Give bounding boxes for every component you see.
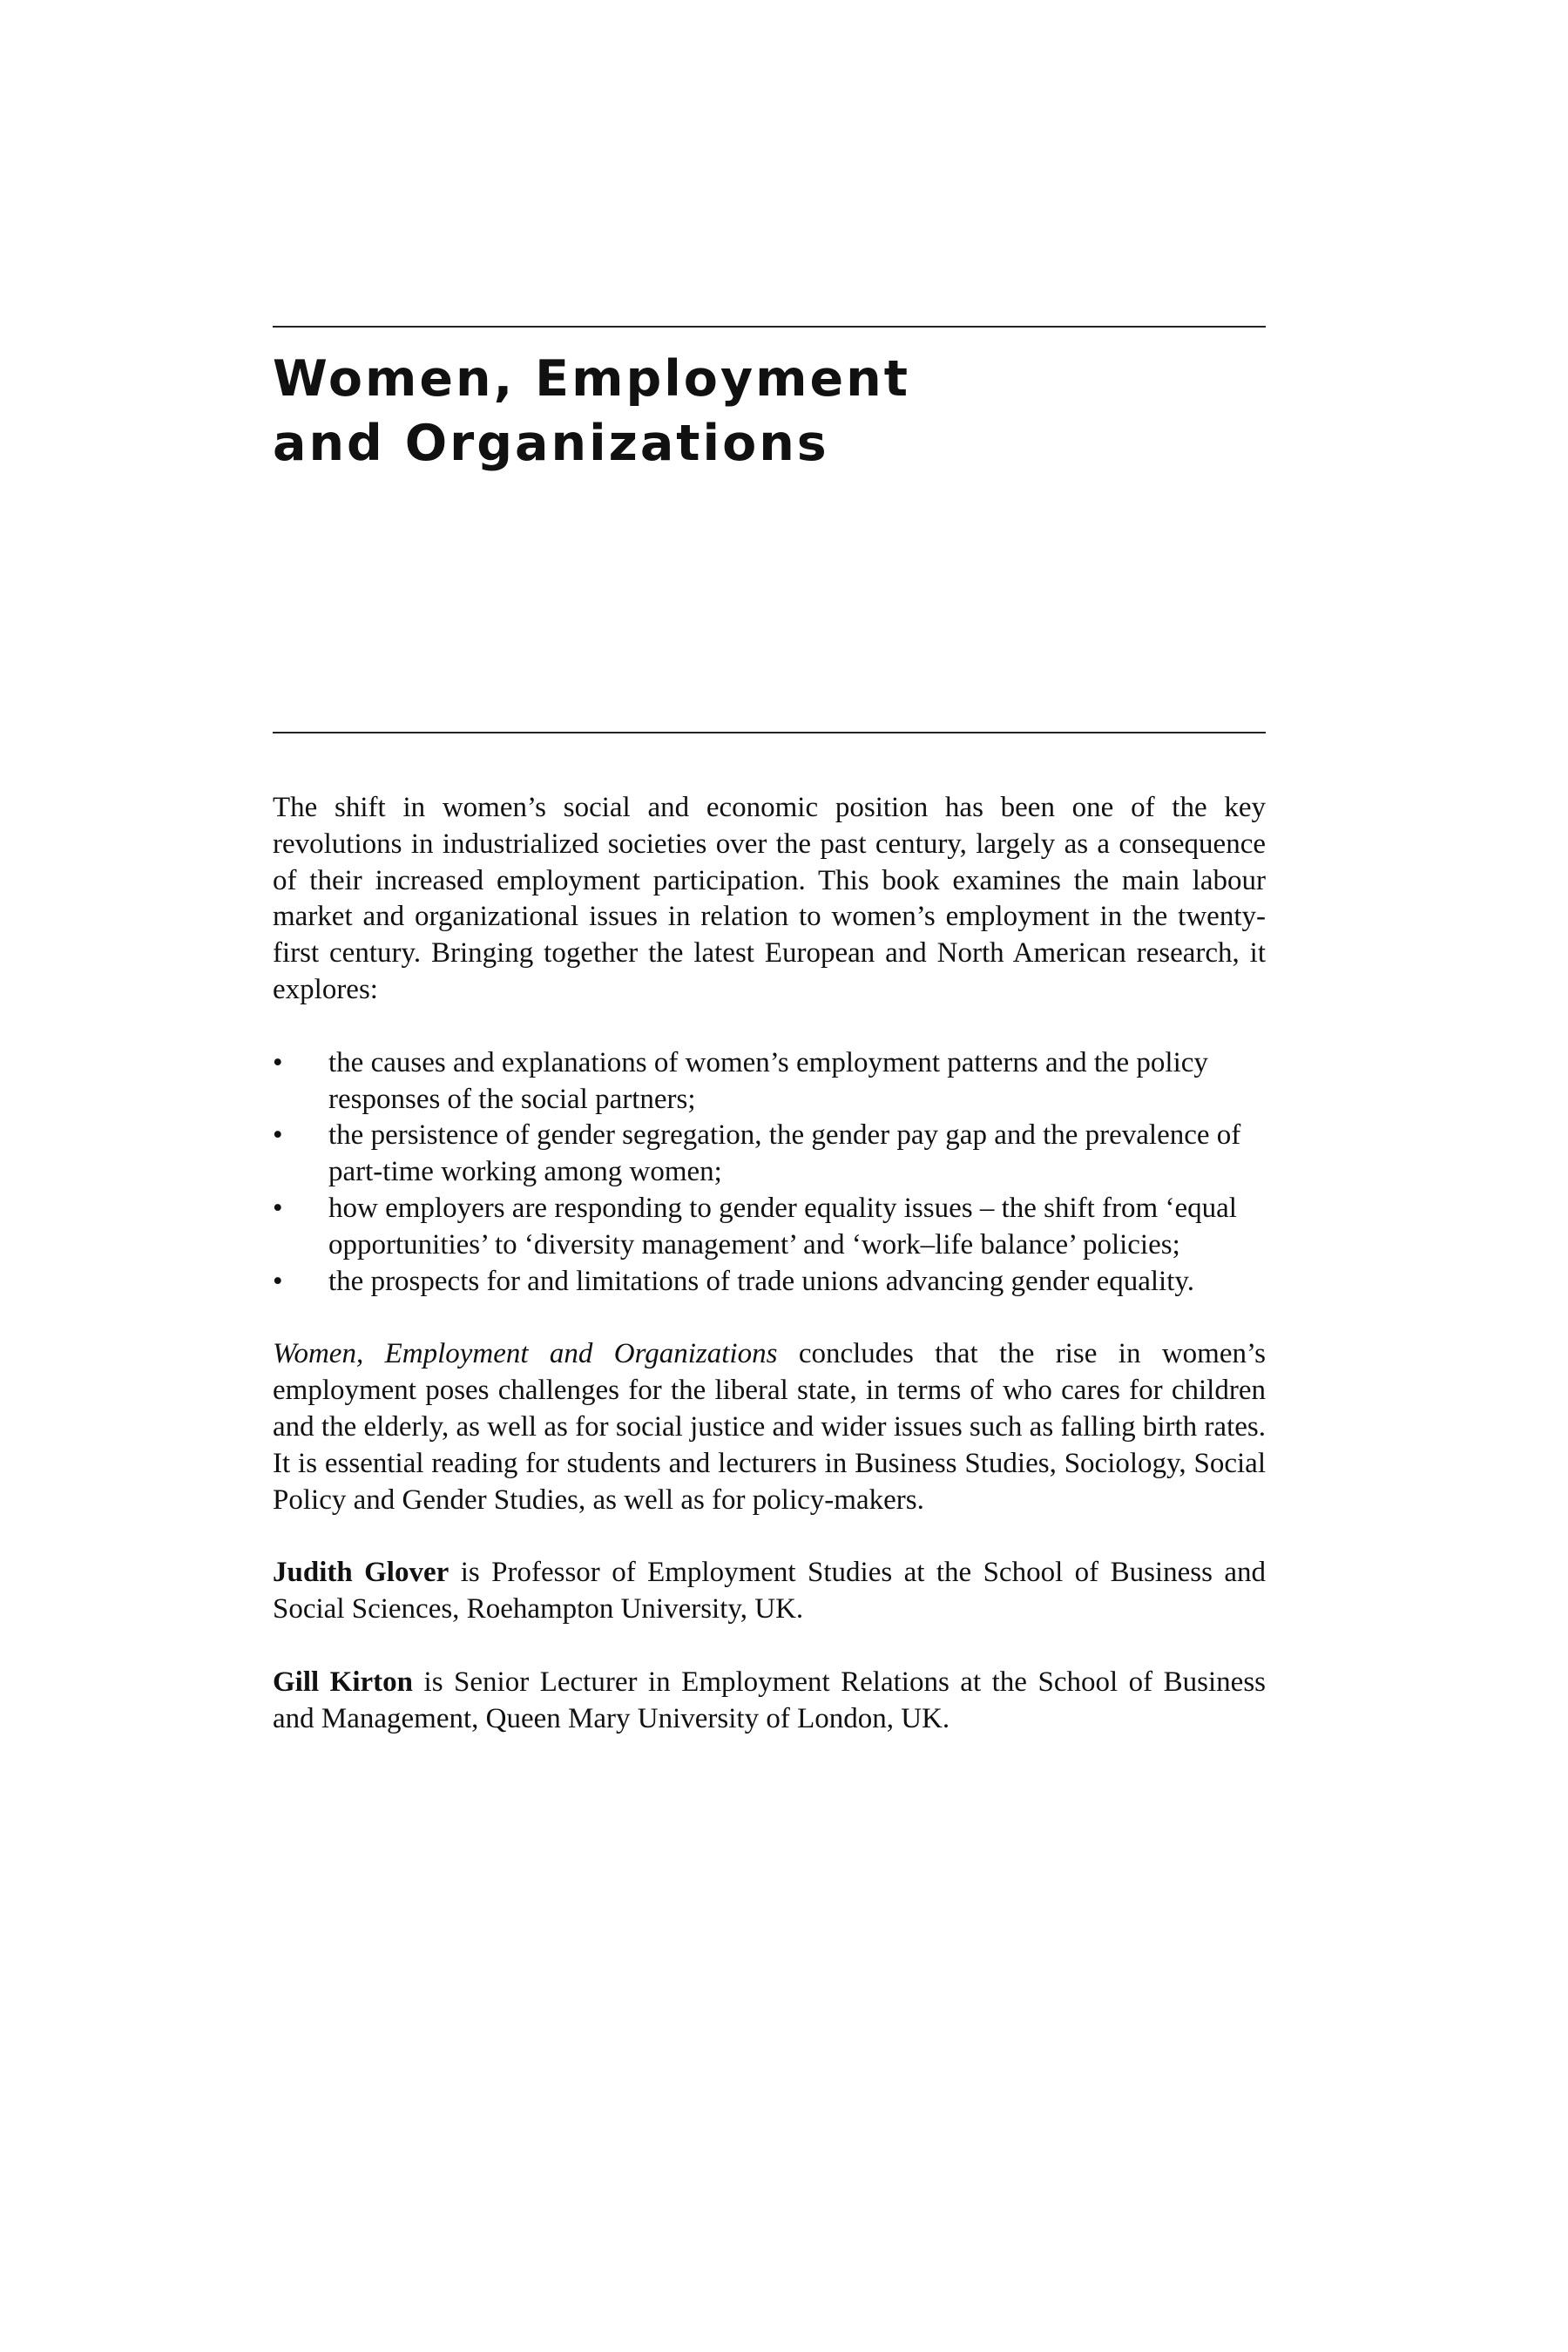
conclusion-text: concludes that the rise in women’s employment poses challenges for the liberal state, in terms of who cares for children and the elderly, as well as for social justice and wider issues such as falling birth rates. It is essential reading for students and lecturers in Business Studies, Sociology, Social Policy and Gender Studies, as well as for policy-makers. [273, 1338, 1267, 1516]
book-title-line-2: and Organizations [273, 415, 829, 472]
bullet-icon: • [273, 1119, 283, 1152]
author-bio-text: is Professor of Employment Studies at the School of Business and Social Sciences, Roehampton University, UK. [273, 1557, 1266, 1625]
list-item-text: the prospects for and limitations of trade unions advancing gender equality. [328, 1265, 1194, 1297]
author-name: Judith Glover [273, 1557, 449, 1589]
conclusion-paragraph [273, 1336, 1266, 1518]
author-bio-kirton [273, 1665, 1266, 1738]
list-item [273, 1191, 1266, 1264]
bullet-icon: • [273, 1192, 283, 1224]
intro-paragraph: The shift in women’s social and economic position has been one of the key revolutions in industrialized societies over the past century, largely as a consequence of their increased employment participation. This book examines the main labour market and organizational issues in relation to women’s employment in the twenty-first century. Bringing together the latest European and North American research, it explores: [273, 792, 1266, 1005]
list-item-text: how employers are responding to gender equality issues – the shift from ‘equal opportunities’ to ‘diversity management’ and ‘work–life balance’ policies; [328, 1192, 1237, 1260]
bullet-icon: • [273, 1046, 283, 1078]
author-bio-text: is Senior Lecturer in Employment Relations at the School of Business and Management, Queen Mary University of London, UK. [273, 1666, 1266, 1734]
bottom-rule [273, 732, 1266, 733]
list-item-text: the causes and explanations of women’s employment patterns and the policy responses of the social partners; [328, 1046, 1208, 1115]
book-title [273, 347, 1266, 476]
list-item [273, 1045, 1266, 1119]
list-item [273, 1118, 1266, 1191]
list-item-text: the persistence of gender segregation, the gender pay gap and the prevalence of part-time working among women; [328, 1119, 1241, 1188]
top-rule [273, 326, 1266, 328]
author-bio-glover [273, 1555, 1266, 1628]
bullet-icon: • [273, 1265, 283, 1297]
book-title-line-1: Women, Employment [273, 350, 910, 408]
conclusion-book-title: Women, Employment and Organizations [273, 1338, 778, 1370]
list-item [273, 1264, 1266, 1301]
blurb-body [273, 790, 1266, 1738]
author-name: Gill Kirton [273, 1666, 414, 1698]
topics-list [273, 1045, 1266, 1301]
